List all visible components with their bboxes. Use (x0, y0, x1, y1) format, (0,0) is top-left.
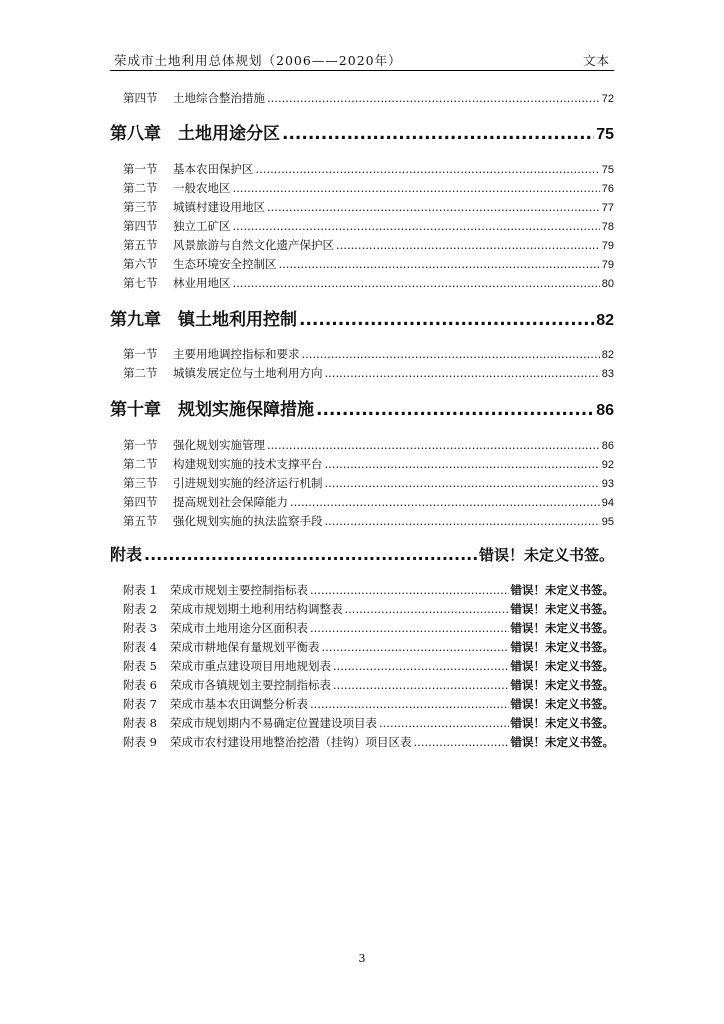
toc-page: 错误！未定义书签。 (510, 602, 614, 616)
toc-title: 镇土地利用控制 (178, 310, 297, 330)
toc-title: 基本农田保护区 (173, 162, 254, 176)
toc-title: 荣成市重点建设项目用地规划表 (170, 659, 331, 673)
toc-page: 80 (601, 278, 614, 290)
toc-title: 附表 (110, 545, 143, 564)
toc-title: 强化规划实施的执法监察手段 (173, 514, 323, 528)
toc-number: 第七节 (123, 276, 158, 290)
toc-title: 一般农地区 (173, 181, 231, 195)
toc-number: 第四节 (123, 495, 158, 509)
toc-section-row[interactable] (123, 494, 614, 510)
toc-section-row[interactable] (123, 275, 614, 291)
toc-title: 独立工矿区 (173, 219, 231, 233)
toc-number: 附表 2 (123, 602, 157, 616)
toc-title: 风景旅游与自然文化遗产保护区 (173, 238, 334, 252)
toc-number: 第六节 (123, 257, 158, 271)
toc-page: 79 (601, 240, 614, 252)
toc-section-row[interactable] (123, 90, 614, 106)
toc-leader (333, 677, 509, 693)
toc-leader (267, 437, 600, 453)
toc-title: 构建规划实施的技术支撑平台 (173, 457, 323, 471)
toc-leader (333, 658, 509, 674)
toc-section-row[interactable] (123, 161, 614, 177)
toc-leader (414, 734, 509, 750)
toc-section-row[interactable] (123, 346, 614, 362)
header-title: 荣成市土地利用总体规划（2006——2020年） (114, 53, 402, 68)
toc-annex-row[interactable] (123, 677, 614, 693)
toc-annex-row[interactable] (123, 734, 614, 750)
toc-leader (310, 620, 509, 636)
toc-title: 强化规划实施管理 (173, 438, 265, 452)
toc-page: 78 (601, 221, 614, 233)
toc-leader (316, 398, 594, 422)
toc-page: 92 (601, 459, 614, 471)
toc-chapter-row[interactable] (110, 122, 614, 146)
toc-section-row[interactable] (123, 218, 614, 234)
toc-number: 附表 4 (123, 640, 157, 654)
toc-title: 荣成市耕地保有量规划平衡表 (170, 640, 320, 654)
toc-section-row[interactable] (123, 256, 614, 272)
toc-annex-row[interactable] (123, 639, 614, 655)
toc-title: 土地用途分区 (178, 124, 280, 144)
toc-number: 附表 9 (123, 735, 157, 749)
toc-page: 77 (601, 202, 614, 214)
toc-number: 第五节 (123, 514, 158, 528)
toc-annex-row[interactable] (123, 601, 614, 617)
toc-title: 荣成市规划期土地利用结构调整表 (170, 602, 343, 616)
toc-section-row[interactable] (123, 513, 614, 529)
toc-page: 错误！未定义书签。 (510, 716, 614, 730)
toc-page: 错误！未定义书签。 (510, 659, 614, 673)
toc-page: 错误！未定义书签。 (478, 547, 614, 564)
toc-title: 土地综合整治措施 (173, 91, 265, 105)
toc-page: 75 (601, 164, 614, 176)
toc-number: 第一节 (123, 438, 158, 452)
toc-page: 75 (596, 126, 614, 143)
toc-page: 错误！未定义书签。 (510, 678, 614, 692)
toc-leader (379, 715, 509, 731)
toc-page: 72 (601, 93, 614, 105)
toc-page: 82 (601, 349, 614, 361)
toc-number: 第九章 (110, 310, 161, 330)
toc-title: 荣成市农村建设用地整治挖潜（挂钩）项目区表 (170, 735, 412, 749)
toc-section-row[interactable] (123, 437, 614, 453)
toc-number: 第二节 (123, 181, 158, 195)
toc-number: 第四节 (123, 219, 158, 233)
toc-number: 第一节 (123, 347, 158, 361)
toc-page: 94 (601, 497, 614, 509)
toc-title: 城镇发展定位与土地利用方向 (173, 366, 323, 380)
toc-leader (336, 237, 600, 253)
toc-leader (267, 90, 600, 106)
toc-leader (325, 456, 600, 472)
page-number: 3 (358, 952, 366, 965)
toc-title: 引进规划实施的经济运行机制 (173, 476, 323, 490)
toc-section-row[interactable] (123, 456, 614, 472)
toc-number: 第二节 (123, 366, 158, 380)
toc-page: 错误！未定义书签。 (510, 640, 614, 654)
toc-leader (144, 543, 477, 567)
toc-section-row[interactable] (123, 237, 614, 253)
toc-title: 荣成市规划主要控制指标表 (170, 583, 308, 597)
toc-leader (233, 218, 600, 234)
toc-leader (310, 696, 509, 712)
toc-annex-row[interactable] (123, 582, 614, 598)
toc-page: 93 (601, 478, 614, 490)
toc-page: 错误！未定义书签。 (510, 735, 614, 749)
toc-annex-row[interactable] (123, 715, 614, 731)
toc-leader (233, 180, 600, 196)
toc-annex-row[interactable] (123, 696, 614, 712)
toc-number: 第四节 (123, 91, 158, 105)
toc-title: 生态环境安全控制区 (173, 257, 277, 271)
toc-page: 错误！未定义书签。 (510, 583, 614, 597)
toc-leader (325, 513, 600, 529)
toc-appendix-row[interactable] (110, 543, 614, 567)
toc-number: 第三节 (123, 476, 158, 490)
toc-leader (233, 275, 600, 291)
toc-number: 附表 5 (123, 659, 157, 673)
toc-title: 荣成市基本农田调整分析表 (170, 697, 308, 711)
toc-title: 荣成市规划期内不易确定位置建设项目表 (170, 716, 377, 730)
toc-section-row[interactable] (123, 365, 614, 381)
toc-title: 主要用地调控指标和要求 (173, 347, 300, 361)
toc-number: 附表 3 (123, 621, 157, 635)
toc-title: 规划实施保障措施 (178, 400, 314, 420)
toc-title: 城镇村建设用地区 (173, 200, 265, 214)
toc-chapter-row[interactable] (110, 308, 614, 332)
toc-chapter-row[interactable] (110, 398, 614, 422)
toc-number: 附表 8 (123, 716, 157, 730)
toc-page: 79 (601, 259, 614, 271)
toc-leader (267, 199, 600, 215)
toc-page: 错误！未定义书签。 (510, 621, 614, 635)
toc-number: 第二节 (123, 457, 158, 471)
toc-number: 第五节 (123, 238, 158, 252)
toc-title: 林业用地区 (173, 276, 231, 290)
toc-number: 第十章 (110, 400, 161, 420)
toc-leader (256, 161, 600, 177)
toc-leader (282, 122, 594, 146)
toc-leader (290, 494, 600, 510)
toc-page: 错误！未定义书签。 (510, 697, 614, 711)
toc-leader (325, 365, 600, 381)
toc-section-row[interactable] (123, 199, 614, 215)
toc-leader (299, 308, 594, 332)
toc-leader (345, 601, 509, 617)
toc-page: 82 (596, 312, 614, 329)
toc-title: 荣成市各镇规划主要控制指标表 (170, 678, 331, 692)
toc-number: 第三节 (123, 200, 158, 214)
toc-leader (302, 346, 600, 362)
toc-section-row[interactable] (123, 180, 614, 196)
toc-section-row[interactable] (123, 475, 614, 491)
toc-leader (325, 475, 600, 491)
toc-leader (322, 639, 509, 655)
page-header (110, 48, 614, 71)
toc-page: 76 (601, 183, 614, 195)
toc-title: 提高规划社会保障能力 (173, 495, 288, 509)
toc-leader (279, 256, 600, 272)
toc-leader (310, 582, 509, 598)
toc-page: 83 (601, 368, 614, 380)
toc-title: 荣成市土地用途分区面积表 (170, 621, 308, 635)
toc-annex-row[interactable] (123, 658, 614, 674)
toc-page: 86 (601, 440, 614, 452)
toc-number: 附表 6 (123, 678, 157, 692)
toc-number: 附表 7 (123, 697, 157, 711)
toc-number: 第一节 (123, 162, 158, 176)
toc-number: 附表 1 (123, 583, 157, 597)
toc-page: 95 (601, 516, 614, 528)
header-label: 文本 (582, 53, 610, 68)
toc-page: 86 (596, 402, 614, 419)
toc-annex-row[interactable] (123, 620, 614, 636)
toc-number: 第八章 (110, 124, 161, 144)
